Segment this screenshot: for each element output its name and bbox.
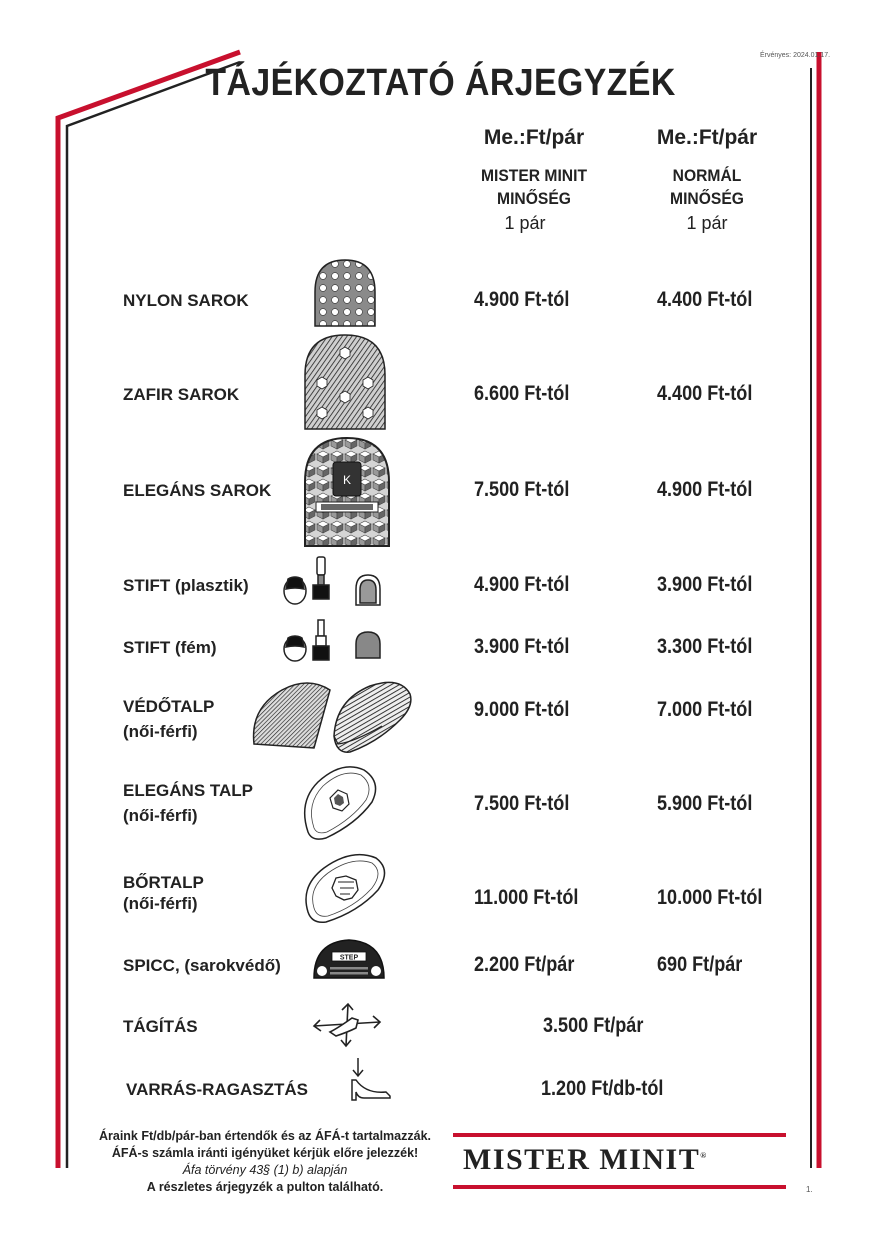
item-label: SPICC, (sarokvédő)	[123, 956, 281, 975]
item-label-line1: VÉDŐTALP	[123, 697, 215, 716]
price-normal: 4.400 Ft-tól	[657, 382, 753, 405]
item-label-line2: (női-férfi)	[123, 806, 198, 825]
column-quality-line1: MISTER MINIT	[480, 166, 588, 185]
price-normal: 5.900 Ft-tól	[657, 792, 753, 815]
price-mister-minit: 4.900 Ft-tól	[474, 288, 570, 311]
price-normal: 3.900 Ft-tól	[657, 573, 753, 596]
brand-bottom-rule	[453, 1185, 786, 1189]
item-label: VARRÁS-RAGASZTÁS	[126, 1080, 308, 1099]
price-normal: 690 Ft/pár	[657, 953, 743, 976]
footer-note-line1: Áraink Ft/db/pár-ban értendők és az ÁFÁ-t tartalmazzák.	[98, 1129, 431, 1143]
elegant-sole-icon	[298, 762, 383, 842]
price-normal: 4.400 Ft-tól	[657, 288, 753, 311]
price-mister-minit: 7.500 Ft-tól	[474, 792, 570, 815]
item-label-line1: ELEGÁNS TALP	[123, 781, 254, 800]
item-label: TÁGÍTÁS	[123, 1017, 198, 1036]
leather-sole-icon	[300, 848, 390, 928]
column-unit: Me.:Ft/pár	[483, 126, 585, 149]
heel-guard-icon	[312, 938, 386, 982]
svg-text:K: K	[342, 473, 352, 487]
column-quality-line1: NORMÁL	[672, 166, 742, 185]
nylon-heel-icon	[305, 258, 385, 328]
price-mister-minit: 11.000 Ft-tól	[474, 886, 579, 909]
price-single: 1.200 Ft/db-tól	[541, 1077, 664, 1100]
item-label: ELEGÁNS SAROK	[123, 481, 272, 500]
item-label: ZAFIR SAROK	[123, 385, 240, 404]
price-mister-minit: 7.500 Ft-tól	[474, 478, 570, 501]
footer-note	[90, 1128, 440, 1196]
price-normal: 4.900 Ft-tól	[657, 478, 753, 501]
plastic-stift-icon	[278, 555, 388, 610]
brand-logo	[453, 1133, 788, 1191]
item-label-line1: BŐRTALP	[123, 873, 204, 892]
column-quantity: 1 pár	[504, 213, 546, 233]
sewing-gluing-icon	[346, 1056, 394, 1102]
page-title: TÁJÉKOZTATÓ ÁRJEGYZÉK	[205, 62, 676, 104]
price-single: 3.500 Ft/pár	[543, 1014, 644, 1037]
price-mister-minit: 9.000 Ft-tól	[474, 698, 570, 721]
elegant-heel-icon	[302, 436, 392, 548]
item-label	[123, 872, 204, 914]
price-normal: 10.000 Ft-tól	[657, 886, 763, 909]
protective-sole-icon	[250, 678, 415, 758]
item-label	[123, 694, 214, 744]
page-number: 1.	[806, 1185, 813, 1194]
validity-date: Érvényes: 2024.01.17.	[760, 52, 831, 59]
footer-note-line4: A részletes árjegyzék a pulton található.	[146, 1180, 384, 1194]
column-unit: Me.:Ft/pár	[656, 126, 758, 149]
item-label: STIFT (plasztik)	[123, 576, 249, 595]
column-header-mister-minit	[434, 126, 634, 234]
stretch-icon	[312, 1002, 382, 1048]
price-mister-minit: 4.900 Ft-tól	[474, 573, 570, 596]
heel-guard-badge: STEP	[339, 954, 359, 962]
footer-note-line2: ÁFÁ-s számla iránti igényüket kérjük előre jelezzék!	[111, 1146, 419, 1160]
column-quality-line2: MINŐSÉG	[670, 189, 744, 208]
item-label-line2: (női-férfi)	[123, 894, 198, 913]
price-mister-minit: 3.900 Ft-tól	[474, 635, 570, 658]
zafir-heel-icon	[300, 333, 390, 431]
column-quantity: 1 pár	[686, 213, 728, 233]
item-label: STIFT (fém)	[123, 638, 217, 657]
registered-mark: ®	[700, 1151, 708, 1160]
item-label-line2: (női-férfi)	[123, 722, 198, 741]
column-quality-line2: MINŐSÉG	[497, 189, 571, 208]
footer-note-line3: Áfa törvény 43§ (1) b) alapján	[182, 1163, 348, 1177]
brand-name: MISTER MINIT®	[463, 1143, 708, 1176]
price-mister-minit: 2.200 Ft/pár	[474, 953, 575, 976]
item-label: NYLON SAROK	[123, 291, 249, 310]
price-normal: 3.300 Ft-tól	[657, 635, 753, 658]
item-label	[123, 778, 253, 828]
column-header-normal	[607, 126, 807, 234]
price-mister-minit: 6.600 Ft-tól	[474, 382, 570, 405]
metal-stift-icon	[278, 618, 388, 666]
brand-top-rule	[453, 1133, 786, 1137]
price-normal: 7.000 Ft-tól	[657, 698, 753, 721]
